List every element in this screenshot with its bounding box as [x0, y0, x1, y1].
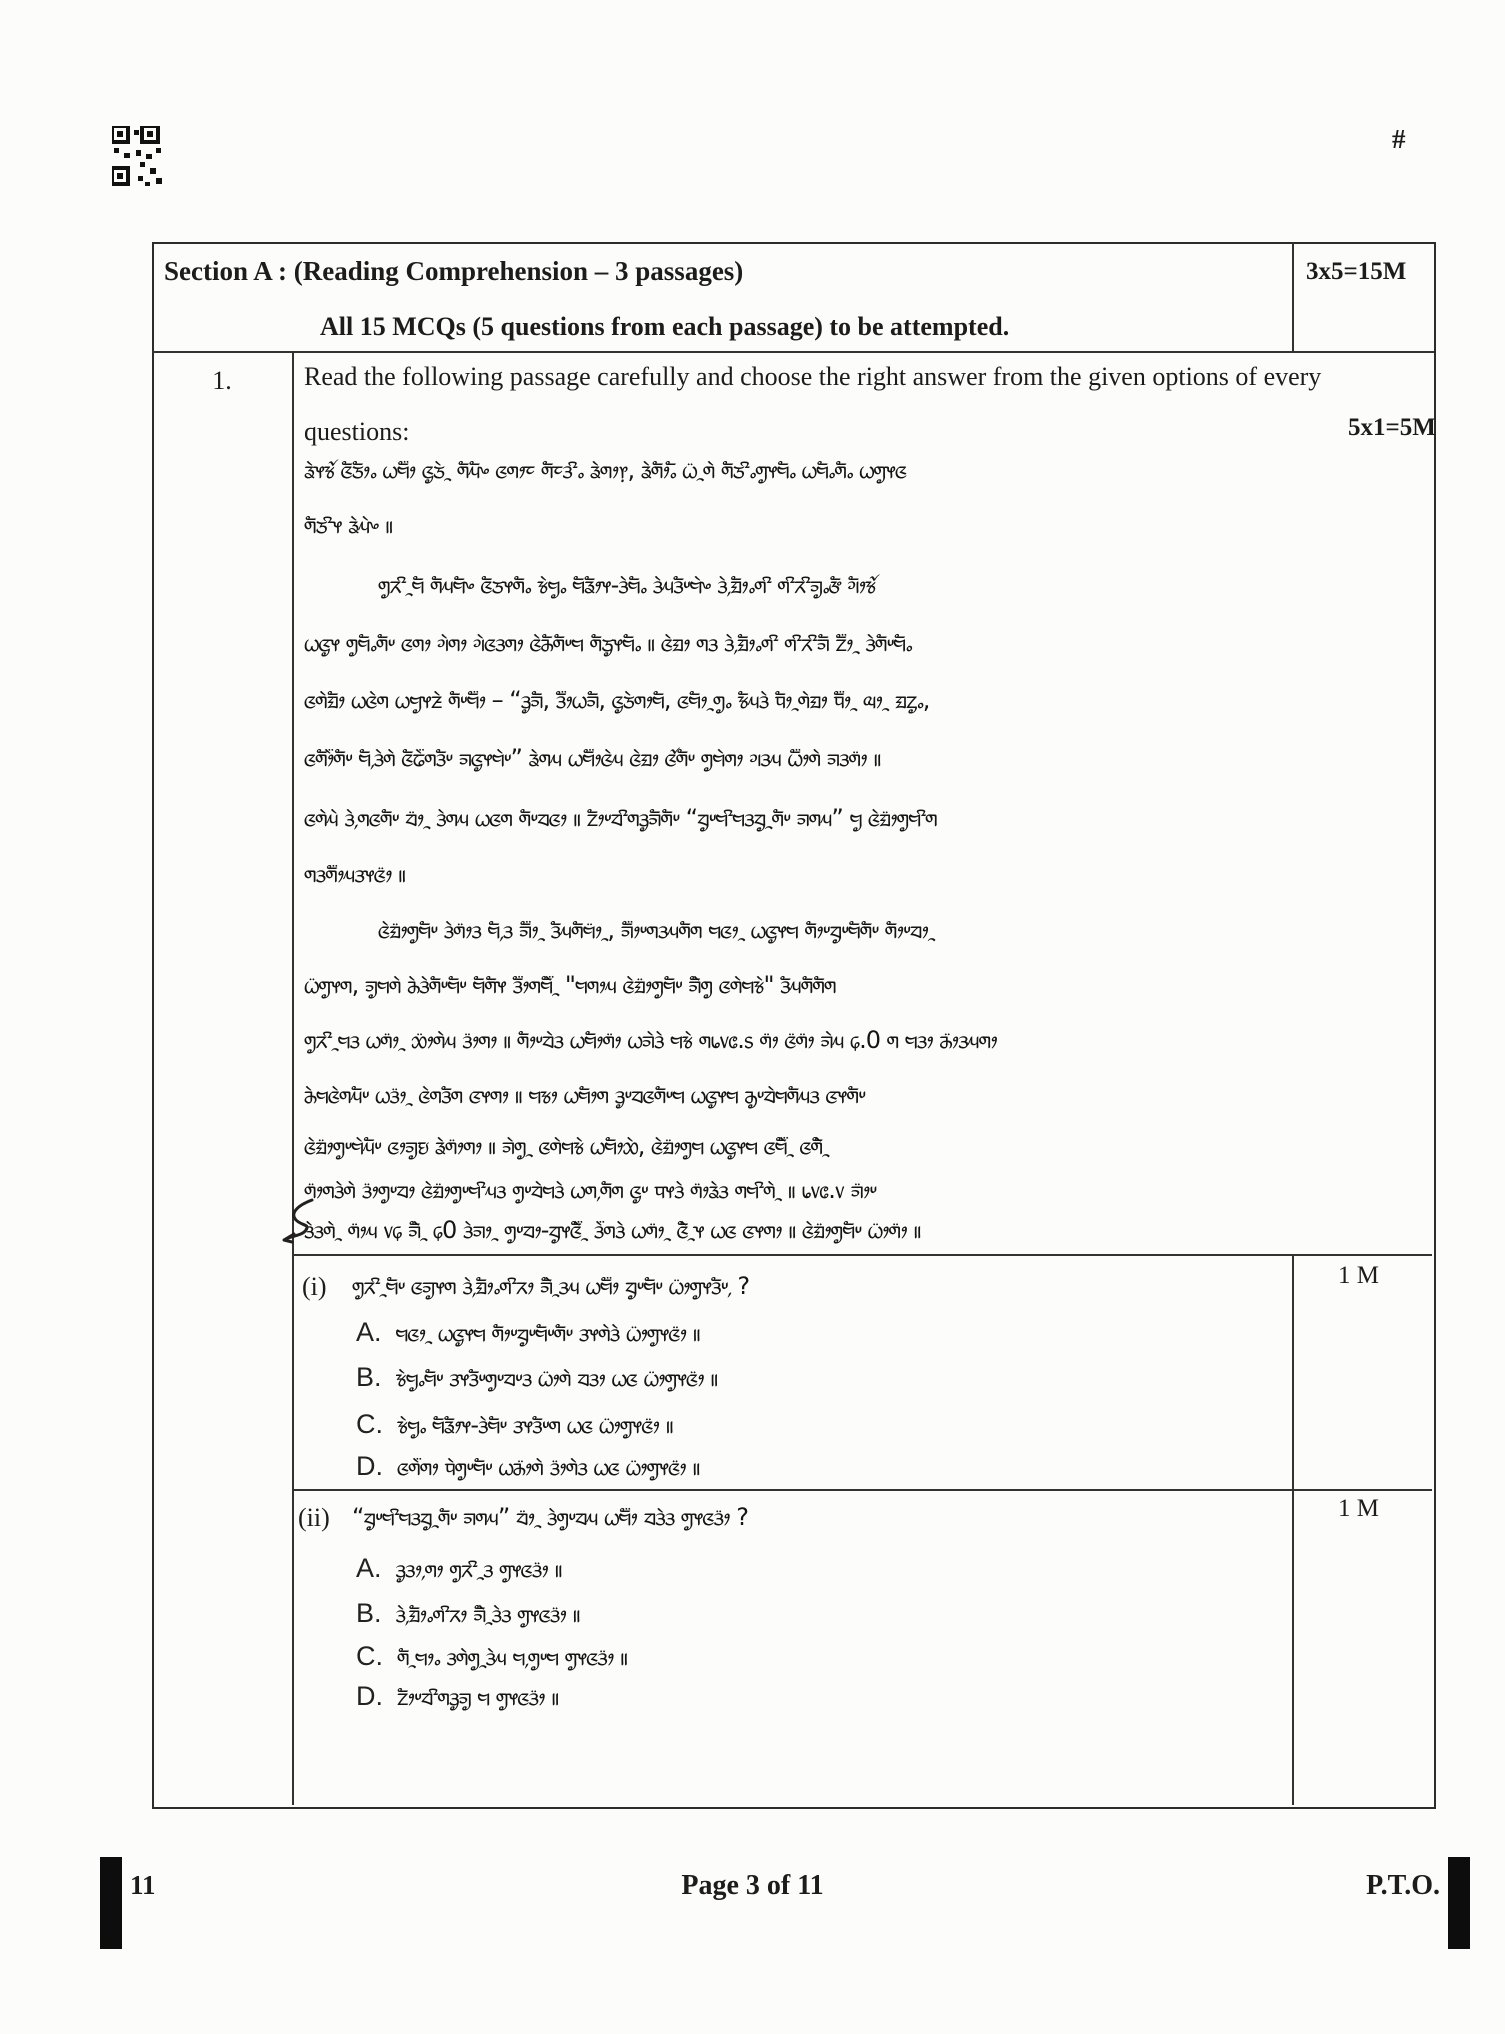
mcq-option-row	[356, 1596, 580, 1632]
mcq-option-row	[356, 1315, 700, 1351]
question-number: 1.	[212, 366, 232, 395]
table-line-subq-divider	[292, 1489, 1432, 1491]
section-note: All 15 MCQs (5 questions from each passage) to be attempted.	[320, 312, 1010, 341]
qr-code	[112, 126, 164, 188]
option-label: B.	[356, 1362, 382, 1392]
option-text: ᤃᤧᤗᤢᤱ ᤗᤠᤕᤥᤶ-ᤋᤧᤗᤠᤸ ᤋᤶᤋᤠᤸᤛ ᤐᤜ ᤐᤣ᤺ᤛᤢᤶᤜᤣ᤺ ॥	[397, 1411, 673, 1439]
option-label: D.	[356, 1451, 383, 1481]
table-line-subq-top	[292, 1254, 1432, 1256]
passage-line: ᤐᤜᤢᤶ ᤛᤢᤗᤠᤱᤛᤠᤸ ᤜᤛᤣ ᤆᤧᤛᤣ ᤆᤧᤜᤋᤛᤣ ᤜᤧᤌᤠᤛᤠᤸᤗ ᤛᤠᤍᤢᤶᤗᤠᤱ ॥ ᤜᤧᤀᤣ ᤛᤋ ᤋᤧ᤹ᤀᤥᤱᤛᤡ ᤛᤡᤖᤡᤈᤠ ᤁᤥ᤺ᤳ ᤋᤧᤛᤠᤸᤗᤠᤱ	[304, 629, 912, 657]
footer-bar-right	[1448, 1857, 1470, 1949]
subquestion-ii-label: (ii)	[298, 1503, 330, 1532]
question-instruction-line2: questions:	[304, 417, 410, 446]
mcq-option-row	[356, 1407, 673, 1443]
passage-line: ᤛᤋᤛᤥ᤺ᤘᤋᤶᤜᤣ᤺ ॥	[304, 860, 406, 888]
table-line-header-bottom	[152, 351, 1434, 353]
passage-line: ᤋᤧᤋᤛᤧᤳ ᤛᤣ᤺ᤘ ᥎᥌ ᤈᤠᤧᤳ ᥌0 ᤋᤧᤈᤣᤳ ᤛᤢᤸᤔᤣ-ᤔᤢᤶᤜᤠᤧ᤺ᤳ ᤋᤧ᤺ᤛᤋᤧ ᤐᤛᤣ᤺ᤳ ᤜᤠᤧᤳᤶ ᤐᤜ ᤜᤶᤛᤣ ॥ ᤜᤧᤀᤣ᤺ᤛᤢᤗᤠᤸ ᤐᤣ᤺ᤛᤣ᤺ ॥	[304, 1216, 921, 1244]
option-text: ᤗᤜᤣᤳ ᤐᤜᤢᤶᤗ ᤛᤥᤸᤔᤢᤸᤗᤠᤸᤛᤠᤸ ᤋᤶᤛᤧᤋᤧ ᤐᤣ᤺ᤛᤢᤶᤜᤣ᤺ ॥	[395, 1319, 700, 1347]
question-instruction-line1: Read the following passage carefully and choose the right answer from the given options of every	[304, 362, 1322, 391]
passage-line: ᤜᤛᤧᤀᤥ ᤐᤜᤧᤛ ᤐᤗᤢᤶᤏᤧ ᤛᤠᤸᤗᤥ᤺ – “ᤋᤢᤈᤠ, ᤋᤥ᤺ᤐᤈᤠ, ᤜᤢᤍᤧᤛᤣᤗᤠ, ᤜᤗᤥᤳᤛᤢᤱ ᤃᤠᤘᤋᤧ ᤄᤥᤳᤛᤧᤀᤣ ᤄᤥ᤺ᤳ ᤓᤣᤳ ᤀᤁᤢᤱ,	[304, 686, 930, 714]
mcq-option-row	[356, 1639, 627, 1675]
section-title: Section A : (Reading Comprehension – 3 passages)	[164, 256, 744, 286]
handwritten-correction-mark	[282, 1198, 318, 1249]
option-label: D.	[356, 1681, 383, 1711]
passage-line: ᤜᤧᤀᤣ᤺ᤛᤢᤸᤗᤧᤘᤠᤸ ᤜᤣᤈᤢᤎ ᤕᤧᤛᤣ᤺ᤛᤣ ॥ ᤈᤧᤛᤢᤳ ᤜᤛᤧᤗᤃᤧ ᤐᤗᤥᤑᤧ, ᤜᤧᤀᤣ᤺ᤛᤢᤗ ᤐᤜᤢᤶᤗ ᤜᤗᤠᤧ᤺ᤳ ᤜᤛᤠᤧᤳ	[304, 1132, 829, 1160]
option-label: C.	[356, 1641, 383, 1671]
passage-line: ᤕᤧᤶᤃᤨ ᤜᤠᤍᤥᤱ ᤐᤗᤥ᤺ ᤜᤢᤍᤧᤳ ᤛᤠᤘᤠᤴ ᤜᤛᤣᤰ ᤛᤠᤰᤋᤡᤱ ᤕᤧᤛᤣ᥅, ᤕᤧᤛᤥᤱᤠ ᤐ᤺ᤳᤛᤧ ᤛᤠᤍᤡᤱᤛᤢᤶᤗᤠᤱ ᤐᤗᤠᤱᤛᤠᤱ ᤐᤛᤢᤶᤜ	[304, 456, 907, 484]
option-text: ᤜᤛᤧ᤺ᤛᤣ ᤄᤧᤛᤢᤸᤗᤠᤸ ᤐᤌᤣ᤺ᤛᤧ ᤋᤣ᤺ᤛᤧᤋ ᤐᤜ ᤐᤣ᤺ᤛᤢᤶᤜᤣ᤺ ॥	[397, 1453, 700, 1481]
mcq-option-row	[356, 1360, 717, 1396]
footer-series-code: 11	[130, 1870, 156, 1900]
table-line-marks-col-header	[1292, 242, 1294, 353]
footer-pto-label: P.T.O.	[1366, 1870, 1440, 1901]
option-text: ᤋᤢᤋᤣ᤹ᤛᤣ ᤛᤢᤖᤡᤳᤋ ᤛᤢᤶᤜᤋᤣ᤺ ॥	[395, 1555, 562, 1583]
table-line-number-col	[292, 351, 294, 1805]
footer-page-label: Page 3 of 11	[681, 1870, 824, 1901]
passage-line: ᤐ᤺ᤛᤢᤶᤛ, ᤈᤢᤗᤛᤧ ᤌᤧᤋᤧᤛᤠᤸᤗᤠᤸ ᤗᤠᤛᤠᤶ ᤋᤥ᤺ᤛᤗᤠᤧ᤺ᤳ "ᤗᤛᤣᤘ ᤜᤧᤀᤣ᤺ᤛᤢᤗᤠᤸ ᤈᤠᤧᤛᤢ ᤜᤛᤧᤗᤃᤧ" ᤋᤠᤘᤛᤠᤛᤠᤛ	[304, 971, 836, 999]
option-label: B.	[356, 1598, 382, 1628]
page-hash-mark: #	[1392, 124, 1406, 154]
subquestion-i-label: (i)	[302, 1272, 327, 1301]
option-text: ᤃᤧᤗᤢᤱᤗᤠᤸ ᤋᤶᤋᤠᤸᤛᤢᤸᤔᤸᤋ ᤐᤣ᤺ᤛᤧ ᤔᤋᤣ ᤐᤜ ᤐᤣ᤺ᤛᤢᤶᤜᤣ᤺ ॥	[395, 1364, 718, 1392]
option-text: ᤋᤧ᤹ᤀᤥᤱᤛᤡᤖᤣ ᤈᤠᤧᤳᤋᤧᤋ ᤛᤢᤶᤜᤋᤣ᤺ ॥	[395, 1600, 580, 1628]
passage-line: ᤛᤢᤖᤡᤳᤗᤋ ᤐᤛᤣ᤺ᤳ ᤑᤣ᤺ᤛᤧᤘ ᤋᤣ᤺ᤛᤣ ॥ ᤛᤥᤸᤔᤧᤋ ᤐᤗᤥᤛᤣ᤺ ᤐᤈᤧᤋᤧ ᤗᤃᤧ ᤛ᥇᥎᥋.᥉ ᤛᤣ᤺ ᤜ᤺ᤛᤣ᤺ ᤈᤧᤘ ᥌.0 ᤛ ᤗᤋᤣ ᤌᤣ᤺ᤋᤘᤛᤣ	[304, 1026, 997, 1054]
option-label: A.	[356, 1553, 382, 1583]
subquestion-i-stem: ᤛᤢᤖᤡᤳᤗᤠᤸ ᤜᤈᤢᤶᤛ ᤋᤧ᤹ᤀᤥᤱᤛᤡᤖᤣ ᤈᤠᤧᤳᤋᤘ ᤐᤗᤥ᤺ ᤔᤢᤸᤗᤠᤸ ᤐᤣ᤺ᤛᤢᤶᤋᤠᤸ᤹ ?	[352, 1272, 750, 1300]
question-marks: 5x1=5M	[1348, 414, 1436, 441]
option-label: A.	[356, 1317, 382, 1347]
option-text: ᤛᤠᤳᤗᤣᤱ ᤋᤛᤧᤛᤢᤳᤋᤧᤘ ᤗ᤹ᤛᤢᤸᤗ ᤛᤢᤶᤜᤋᤣ᤺ ॥	[397, 1643, 628, 1671]
mcq-option-row	[356, 1551, 562, 1587]
passage-line: ᤛᤣ᤺ᤛᤋᤧᤛᤧ ᤋᤣ᤺ᤛᤢᤸᤔᤣ ᤜᤧᤀᤣ᤺ᤛᤢᤸᤗᤡᤘᤋ ᤛᤢᤸᤔᤧᤗᤋᤧ ᤐᤛ᤹ᤛᤠᤛ ᤜᤢᤸ ᤄᤶᤋᤧ ᤛᤣ᤺ᤕᤧᤋ ᤛᤗᤡᤛᤧᤳ ॥ ᥇᥎᥋.᥎ ᤈᤣ᤺ᤸ	[304, 1176, 877, 1204]
mcq-option-row	[356, 1449, 700, 1485]
passage-line: ᤜᤧᤀᤣ᤺ᤛᤢᤗᤠᤸ ᤋᤧᤛᤣ᤺ᤋ ᤗᤠ᤹ᤋ ᤈᤠ᤺ᤣᤳ ᤋᤠᤘᤛᤠᤗᤣ᤺ᤳ, ᤈᤥ᤺ᤸᤛᤋᤘᤛᤠᤛ ᤗᤜᤣᤳ ᤐᤜᤢᤶᤗ ᤛᤥᤸᤔᤢᤸᤗᤠᤛᤠᤸ ᤛᤥᤸᤔᤣᤳ	[378, 916, 935, 944]
passage-line: ᤛᤠᤍᤡᤶ ᤕᤧᤘᤧᤴ ॥	[304, 511, 393, 539]
subquestion-i-marks: 1 M	[1338, 1262, 1379, 1289]
option-label: C.	[356, 1409, 383, 1439]
table-line-marks-col-subq	[1292, 1254, 1294, 1805]
section-marks: 3x5=15M	[1306, 258, 1407, 285]
option-text: ᤁᤥᤸᤔᤡᤛᤋᤢᤈᤢ ᤗ ᤛᤢᤶᤜᤋᤣ᤺ ॥	[397, 1683, 559, 1711]
passage-line: ᤛᤢᤖᤡᤳᤗᤠ ᤛᤠᤘᤗᤠᤴ ᤜᤠᤍᤶᤛᤠᤱ ᤃᤧᤗᤢᤱ ᤗᤠᤕᤥᤶ-ᤋᤧᤗᤠᤱ ᤋᤧᤘᤋᤠᤸᤗᤧᤴ ᤋᤧ᤹ᤀᤥᤱᤛᤡ ᤛᤡᤖᤡᤈᤢᤱᤅᤠ ᤆᤥᤃᤨ	[378, 571, 876, 599]
subquestion-ii-stem: “ᤔᤢᤸᤗᤡᤗᤋᤔᤢᤳᤛᤠᤸ ᤈᤛᤘ” ᤔᤣ᤺ᤳ ᤋᤧᤛᤢᤸᤔᤘ ᤐᤗᤥ᤺ ᤔᤋᤧᤋ ᤛᤢᤶᤜᤋᤣ᤺ ?	[352, 1503, 748, 1531]
subquestion-ii-marks: 1 M	[1338, 1495, 1379, 1522]
passage-line: ᤜᤛᤥᤧ᤺ᤛᤠᤸ ᤗᤠ᤹ᤋᤧᤛᤧ ᤜᤠᤒᤧ᤺ᤛᤋᤠᤸ ᤈᤜᤢᤶᤗᤧᤸ” ᤕᤧᤛᤘ ᤐᤗᤥ᤺ᤜᤧᤘ ᤜᤧᤀᤣ ᤜᤨᤛᤠᤸ ᤛᤢᤗᤧᤛᤣ ᤆᤋᤘ ᤐᤥ᤺ᤛᤧ ᤈᤋᤛᤣ᤺ ॥	[304, 744, 881, 772]
passage-line: ᤌᤧᤗᤜᤧᤛᤘᤠᤸ ᤐᤋᤣ᤺ᤳ ᤜᤧᤛᤋᤠᤛ ᤜᤶᤛᤣ ॥ ᤗᤃᤣ ᤐᤗᤥᤛ ᤋᤢᤸᤔᤜᤛᤠᤸᤗ ᤐᤜᤢᤶᤗ ᤌᤢᤸᤔᤧᤗᤛᤠᤘᤋ ᤜᤶᤛᤠᤸ	[304, 1081, 865, 1109]
passage-line: ᤜᤛᤧᤘᤧ ᤋᤧ᤹ᤛᤜᤛᤠᤸ ᤔᤣ᤺ᤳ ᤋᤧᤛᤘ ᤐᤜᤛ ᤛᤠᤸᤔᤜᤣ ॥ ᤁᤥᤸᤔᤡᤛᤋᤢᤈᤠᤛᤠᤸ “ᤔᤢᤸᤗᤡᤗᤋᤔᤢᤳᤛᤠᤸ ᤈᤛᤘ” ᤗᤢ ᤜᤧᤀᤣ᤺ᤛᤢᤗᤡᤛ	[304, 804, 937, 832]
mcq-option-row	[356, 1679, 558, 1715]
